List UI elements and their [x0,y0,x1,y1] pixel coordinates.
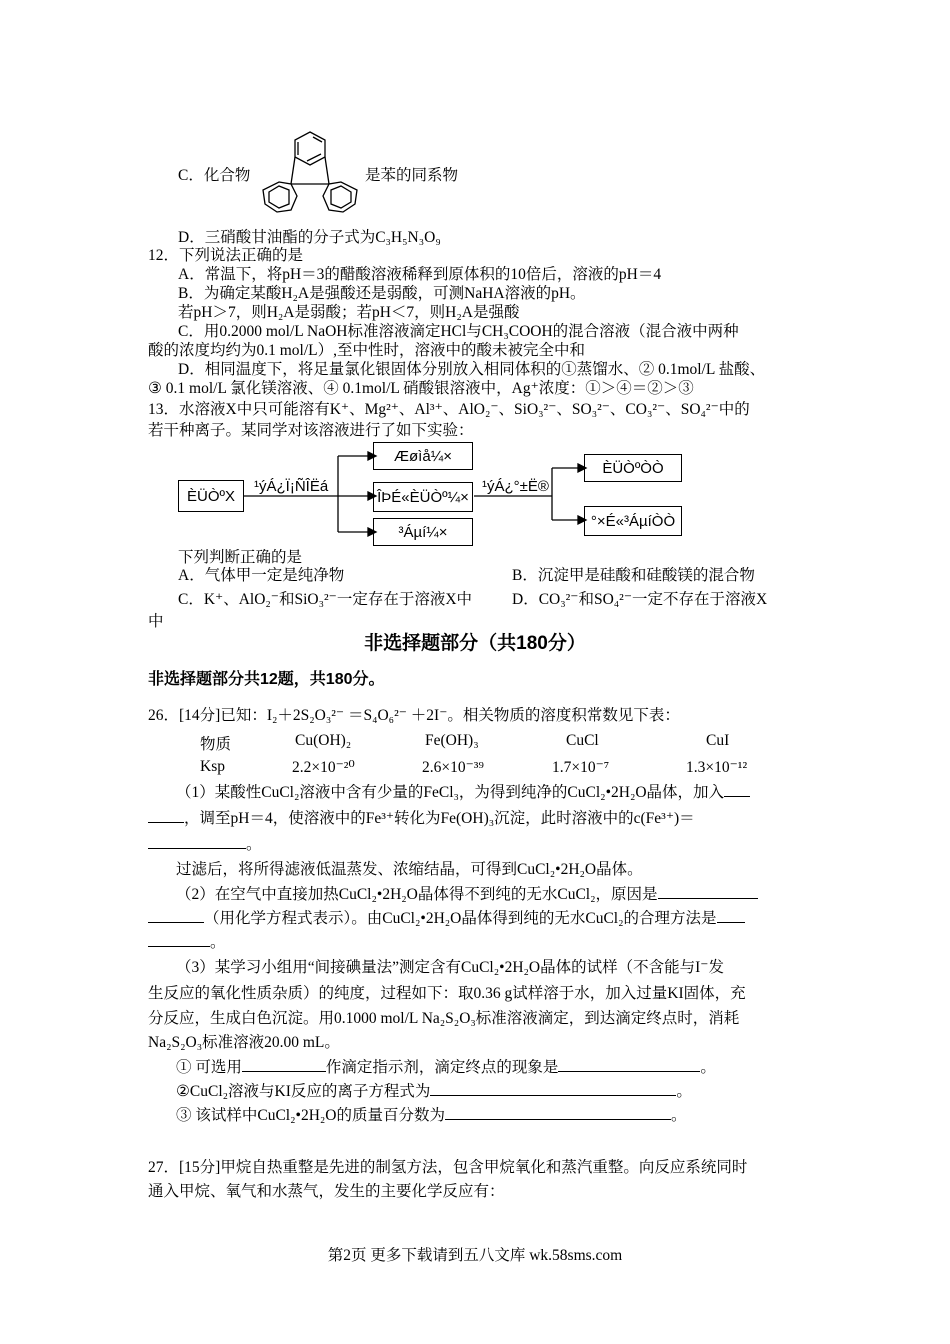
q26-p2-text: 。 [210,934,226,951]
table-cell: Ksp [200,758,225,775]
answer-blank[interactable] [724,782,750,797]
flow-arrow1-label: ¹ýÁ¿Ï¡ÑÎËá [254,478,329,495]
answer-blank[interactable] [242,1057,326,1072]
q26-p1-text: ，调至pH＝4，使溶液中的Fe³⁺转化为Fe(OH)₃沉淀，此时溶液中的c(Fe³⁺)＝ [184,810,695,827]
q13-option-d-tail: 中 [148,613,164,630]
q27-line2: 通入甲烷、氧气和水蒸气，发生的主要化学反应有： [148,1183,505,1200]
q26-p2-line3 [148,932,226,953]
table-header: CuI [706,732,730,749]
q26-p3-line3: 分反应，生成白色沉淀。用0.1000 mol/L Na₂S₂O₃标准溶液滴定，到达滴定终点时，消耗 [148,1010,740,1027]
q13-option-a: A．气体甲一定是纯净物 [178,567,345,584]
answer-blank[interactable] [430,1081,676,1096]
q12-option-b-line1: B．为确定某酸H₂A是强酸还是弱酸，可测NaHA溶液的pH。 [178,285,586,302]
q12-option-a: A．常温下，将pH＝3的醋酸溶液稀释到原体积的10倍后，溶液的pH＝4 [178,266,662,283]
q27-line1: 27．[15分]甲烷自热重整是先进的制氢方法，包含甲烷氧化和蒸汽重整。向反应系统同时 [148,1159,748,1176]
table-header: Fe(OH)₃ [425,732,479,749]
q26-sub2-text: 。 [676,1083,692,1100]
q13-stem-line1: 13．水溶液X中只可能溶有K⁺、Mg²⁺、Al³⁺、AlO₂⁻、SiO₃²⁻、SO₃²⁻、CO₃²⁻、SO₄²⁻中的 [148,401,750,418]
q26-sub1 [176,1057,716,1078]
q26-p3-line1: （3）某学习小组用“间接碘量法”测定含有CuCl₂•2H₂O晶体的试样（不含能与I⁻发 [176,959,724,976]
flow-precipitate-b: °×É«³ÁµíÒÒ [584,506,682,536]
flow-precipitate-a: ³Áµí¼× [373,518,473,546]
q26-p3-line2: 生反应的氧化性质杂质）的纯度，过程如下：取0.36 g试样溶于水，加入过量KI固体，充 [148,985,746,1002]
q26-sub3 [176,1105,687,1126]
q26-p2-text: （2）在空气中直接加热CuCl₂•2H₂O晶体得不到纯的无水CuCl₂，原因是 [176,886,658,903]
answer-blank[interactable] [558,1057,700,1072]
flow-arrow2-label: ¹ýÁ¿°±Ë® [482,478,549,495]
q13-stem-line2: 若干种离子。某同学对该溶液进行了如下实验： [148,422,474,439]
table-header: Cu(OH)₂ [295,732,352,749]
section-subtitle: 非选择题部分共12题，共180分。 [148,671,385,688]
q26-p1-line3 [148,834,262,855]
flow-arrows [0,0,950,560]
q26-p3-line4: Na₂S₂O₃标准溶液20.00 mL。 [148,1034,340,1051]
q11-option-c-prefix: C．化合物 [178,167,251,184]
table-cell: 1.3×10⁻¹² [686,759,748,776]
q26-p1-line1 [176,782,750,803]
q26-sub2 [176,1081,692,1102]
q26-p1-text: （1）某酸性CuCl₂溶液中含有少量的FeCl₃，为得到纯净的CuCl₂•2H₂O晶体，加入 [176,784,725,801]
answer-blank[interactable] [148,808,184,823]
answer-blank[interactable] [148,932,210,947]
q26-sub3-text: 。 [670,1107,687,1124]
q26-p1-text: 。 [246,836,262,853]
q12-option-d-line2: ③ 0.1 mol/L 氯化镁溶液、④ 0.1mol/L 硝酸银溶液中，Ag⁺浓度：①＞④＝②＞③ [148,380,694,397]
section-title: 非选择题部分（共180分） [364,633,586,654]
table-cell: 1.7×10⁻⁷ [552,759,610,776]
q26-stem: 26．[14分]已知：I₂＋2S₂O₃²⁻ ＝S₄O₆²⁻ ＋2I⁻。相关物质的溶度积常数见下表： [148,707,680,724]
q12-stem: 12．下列说法正确的是 [148,247,304,264]
q26-sub1-text: 。 [700,1059,716,1076]
answer-blank[interactable] [148,834,246,849]
q12-option-d-line1: D．相同温度下，将足量氯化银固体分别放入相同体积的①蒸馏水、② 0.1mol/L 盐酸、 [178,361,766,378]
q13-option-d: D．CO₃²⁻和SO₄²⁻一定不存在于溶液X [512,591,768,608]
q11-option-d: D．三硝酸甘油酯的分子式为C₃H₅N₃O₉ [178,229,441,246]
q13-option-c: C．K⁺、AlO₂⁻和SiO₃²⁻一定存在于溶液X中 [178,591,473,608]
q12-option-b-line2: 若pH＞7，则H₂A是弱酸；若pH＜7，则H₂A是强酸 [178,304,520,321]
flow-solution-b: ÈÜÒºÒÒ [584,454,682,482]
q26-sub2-text: ②CuCl₂溶液与KI反应的离子方程式为 [176,1083,431,1100]
q26-sub1-text: 作滴定指示剂，滴定终点的现象是 [325,1059,559,1076]
q13-option-b: B．沉淀甲是硅酸和硅酸镁的混合物 [512,567,755,584]
q26-sub1-text: ① 可选用 [176,1059,242,1076]
answer-blank[interactable] [717,908,745,923]
answer-blank[interactable] [445,1105,671,1120]
q26-p1-line2 [148,808,695,829]
table-header: 物质 [200,736,232,753]
q26-p2-line2 [148,908,745,929]
q26-p2-text: （用化学方程式表示）。由CuCl₂•2H₂O晶体得到纯的无水CuCl₂的合理方法是 [204,910,717,927]
answer-blank[interactable] [658,884,758,899]
q13-judge: 下列判断正确的是 [178,549,303,566]
q26-p2-line1 [176,884,758,905]
answer-blank[interactable] [148,908,204,923]
q11-option-c-suffix: 是苯的同系物 [365,167,459,184]
page-footer: 第2页 更多下载请到五八文库 wk.58sms.com [327,1247,623,1264]
table-header: CuCl [566,732,599,749]
flow-solution-a: ÎÞÉ«ÈÜÒº¼× [373,482,473,512]
q26-sub3-text: ③ 该试样中CuCl₂•2H₂O的质量百分数为 [176,1107,445,1124]
flow-solution-x: ÈÜÒºX [178,480,244,512]
table-cell: 2.6×10⁻³⁹ [422,759,484,776]
q12-option-c-line2: 酸的浓度均约为0.1 mol/L）,至中性时，溶液中的酸未被完全中和 [148,342,586,359]
flow-gas-a: Æøìå¼× [373,442,473,470]
q12-option-c-line1: C．用0.2000 mol/L NaOH标准溶液滴定HCl与CH₃COOH的混合溶液（混合液中两种 [178,323,739,340]
q26-p1-line4: 过滤后，将所得滤液低温蒸发、浓缩结晶，可得到CuCl₂•2H₂O晶体。 [176,861,643,878]
table-cell: 2.2×10⁻²⁰ [292,759,355,776]
